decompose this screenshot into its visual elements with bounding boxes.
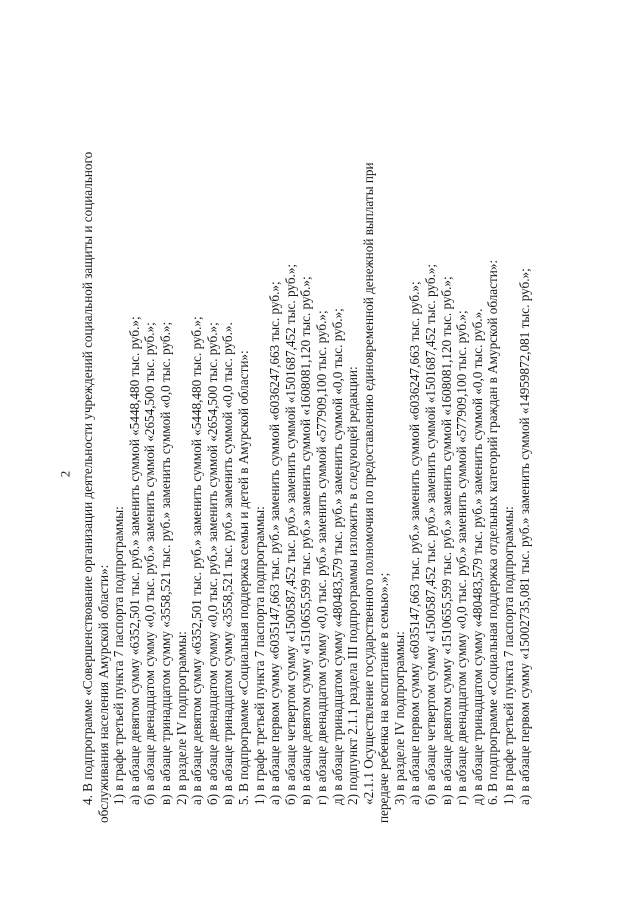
document-line: б) в абзаце двенадцатом сумму «0,0 тыс. руб.» заменить суммой «2654,500 тыс. руб.»; (204, 322, 220, 805)
document-line: 2) подпункт 2.1.1 раздела III подпрограммы изложить в следующей редакции: (345, 366, 361, 805)
document-line: в) в абзаце тринадцатом сумму «3558,521 тыс. руб.» заменить суммой «0,0 тыс. руб.». (220, 322, 236, 805)
document-line: 6. В подпрограмме «Социальная поддержка отдельных категорий граждан в Амурской области»: (485, 259, 501, 805)
document-line: б) в абзаце четвертом сумму «1500587,452 тыс. руб.» заменить суммой «1501687,452 тыс. руб.»; (282, 263, 298, 805)
document-line: а) в абзаце девятом сумму «6352,501 тыс. руб.» заменить суммой «5448,480 тыс. руб.»; (126, 316, 142, 805)
document-line: г) в абзаце двенадцатом сумму «0,0 тыс. руб.» заменить суммой «577909,100 тыс. руб.»; (454, 310, 470, 805)
document-line: 4. В подпрограмме «Совершенствование организации деятельности учреждений социальной защиты и социального (80, 151, 95, 805)
document-line: 3) в разделе IV подпрограммы: (391, 631, 407, 805)
document-line: а) в абзаце первом сумму «15002735,081 тыс. руб.» заменить суммой «14959872,081 тыс. руб.»; (516, 268, 532, 805)
document-line: 1) в графе третьей пункта 7 паспорта подпрограммы: (501, 506, 517, 805)
document-line: б) в абзаце двенадцатом сумму «0,0 тыс. руб.» заменить суммой «2654,500 тыс. руб.»; (142, 322, 158, 805)
document-line: «2.1.1 Осуществление государственного полномочия по предоставлению единовременной денежной выплаты при (360, 162, 376, 805)
document-line: а) в абзаце первом сумму «6035147,663 тыс. руб.» заменить суммой «6036247,663 тыс. руб.»; (267, 281, 283, 805)
document-line: 5. В подпрограмме «Социальная поддержка семьи и детей в Амурской области»: (235, 350, 251, 805)
document-line: а) в абзаце первом сумму «6035147,663 тыс. руб.» заменить суммой «6036247,663 тыс. руб.»; (407, 281, 423, 805)
document-line: 2) в разделе IV подпрограммы: (173, 631, 189, 805)
document-line: а) в абзаце девятом сумму «6352,501 тыс. руб.» заменить суммой «5448,480 тыс. руб.»; (189, 316, 205, 805)
document-line: 1) в графе третьей пункта 7 паспорта подпрограммы: (251, 506, 267, 805)
document-line: г) в абзаце двенадцатом сумму «0,0 тыс. руб.» заменить суммой «577909,100 тыс. руб.»; (313, 310, 329, 805)
document-line: в) в абзаце тринадцатом сумму «3558,521 тыс. руб.» заменить суммой «0,0 тыс. руб.»; (157, 321, 173, 805)
document-line: 1) в графе третьей пункта 7 паспорта подпрограммы: (111, 506, 127, 805)
document-body (80, 63, 532, 823)
document-line: д) в абзаце тринадцатом сумму «480483,579 тыс. руб.» заменить суммой «0,0 тыс. руб.»; (329, 308, 345, 805)
document-line: б) в абзаце четвертом сумму «1500587,452 тыс. руб.» заменить суммой «1501687,452 тыс. руб.»; (423, 263, 439, 805)
document-line: д) в абзаце тринадцатом сумму «480483,579 тыс. руб.» заменить суммой «0,0 тыс. руб.». (469, 308, 485, 805)
document-line: передаче ребенка на воспитание в семью».»; (376, 572, 392, 823)
document-line: в) в абзаце девятом сумму «1510655,599 тыс. руб.» заменить суммой «1608081,120 тыс. руб.»; (298, 276, 314, 805)
document-line: обслуживания населения Амурской области»: (95, 564, 111, 823)
document-line: в) в абзаце девятом сумму «1510655,599 тыс. руб.» заменить суммой «1608081,120 тыс. руб.»; (438, 276, 454, 805)
page-number: 2 (57, 470, 73, 478)
